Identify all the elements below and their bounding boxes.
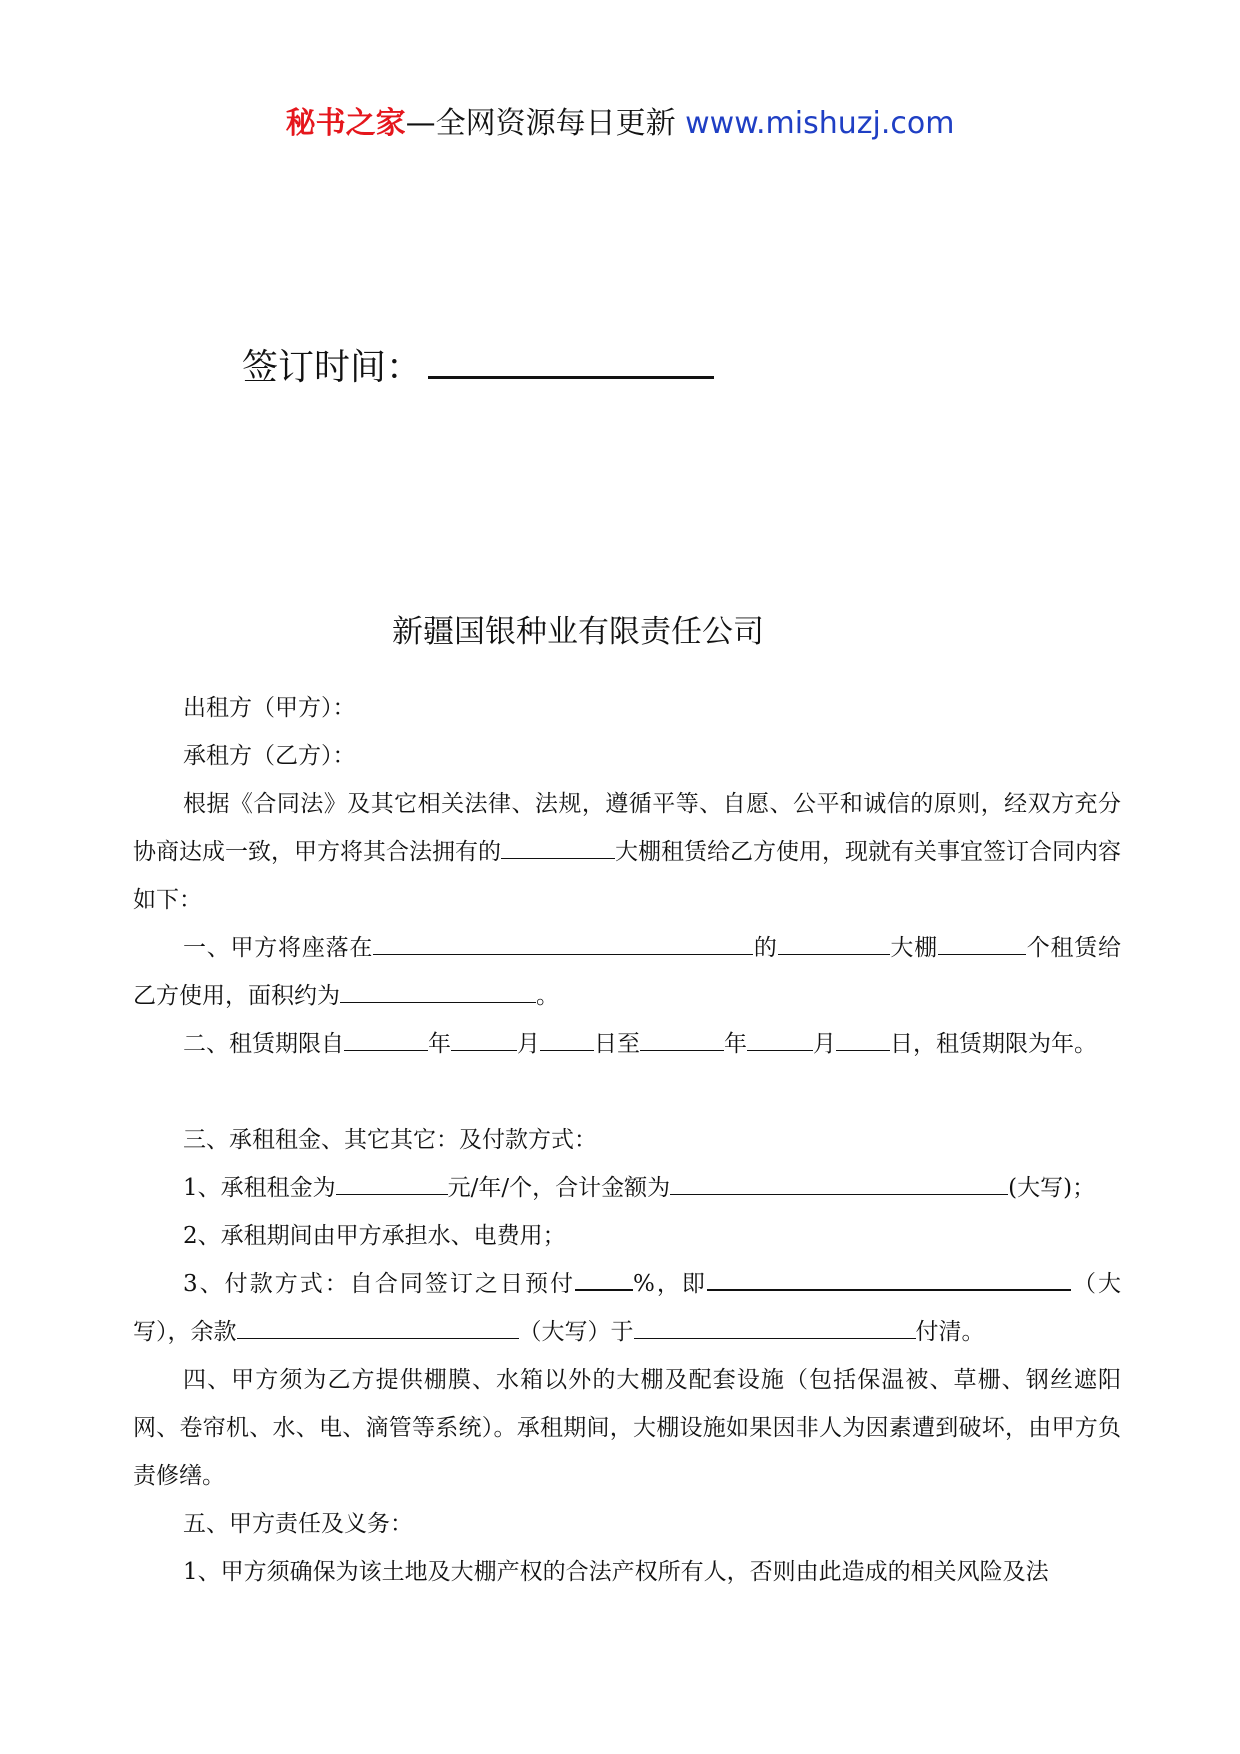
lessor-line: 出租方（甲方）： <box>183 695 356 721</box>
balance-amount-blank[interactable] <box>237 1314 519 1339</box>
brand-name: 秘书之家 <box>285 106 406 141</box>
clause-1 <box>133 924 1121 1020</box>
area-blank[interactable] <box>340 978 536 1003</box>
prepay-amount-blank[interactable] <box>707 1265 1071 1291</box>
start-month-blank[interactable] <box>451 1026 517 1051</box>
lessee-line: 承租方（乙方）： <box>183 743 356 769</box>
clause-1-text-5: 。 <box>536 983 559 1009</box>
clause-2-text-5: 年 <box>724 1031 747 1057</box>
signing-date-field <box>242 340 714 393</box>
rent-total-blank[interactable] <box>670 1170 1008 1195</box>
balance-due-date-blank[interactable] <box>634 1314 916 1339</box>
clause-1-text-4: 个租赁给乙方使用，面积约为 <box>133 935 1122 1009</box>
clause-3-1-text-3: (大写)； <box>1008 1175 1096 1201</box>
start-year-blank[interactable] <box>344 1026 428 1051</box>
clause-2-text-2: 年 <box>428 1031 451 1057</box>
start-day-blank[interactable] <box>540 1026 594 1051</box>
clause-2-text-6: 月 <box>813 1031 836 1057</box>
signing-date-label: 签订时间： <box>242 347 423 388</box>
clause-4: 四、甲方须为乙方提供棚膜、水箱以外的大棚及配套设施（包括保温被、草栅、钢丝遮阳网、卷帘机、水、电、滴管等系统）。承租期间，大棚设施如果因非人为因素遭到破坏，由甲方负责修缮。 <box>133 1367 1121 1489</box>
clause-3-3-text-5: 付清。 <box>915 1319 985 1345</box>
clause-5-heading: 五、甲方责任及义务： <box>183 1511 413 1537</box>
clause-3-3 <box>133 1260 1121 1356</box>
end-year-blank[interactable] <box>640 1026 724 1051</box>
clause-3-1 <box>133 1164 1121 1212</box>
clause-5-1: 1、甲方须确保为该土地及大棚产权的合法产权所有人，否则由此造成的相关风险及法 <box>183 1559 1049 1585</box>
banner-slogan: —全网资源每日更新 <box>405 106 676 141</box>
clause-3-3-text-1: 3、付款方式：自合同签订之日预付 <box>183 1271 576 1297</box>
site-url-link[interactable]: www.mishuzj.com <box>685 106 955 141</box>
clause-2-text-4: 日至 <box>594 1031 640 1057</box>
clause-3-heading: 三、承租租金、其它其它：及付款方式： <box>183 1127 597 1153</box>
clause-3-3-text-2: %，即 <box>633 1271 707 1297</box>
end-day-blank[interactable] <box>836 1026 890 1051</box>
clause-1-text-3: 大棚 <box>889 935 938 961</box>
rent-unit-blank[interactable] <box>336 1170 448 1195</box>
clause-2 <box>133 1020 1121 1068</box>
clause-1-text-1: 一、甲方将座落在 <box>183 935 374 961</box>
clause-3-1-text-2: 元/年/个，合计金额为 <box>447 1175 671 1201</box>
clause-2-text-7: 日，租赁期限为年。 <box>890 1031 1097 1057</box>
greenhouse-type-blank[interactable] <box>501 834 615 859</box>
clause-3-1-text-1: 1、承租租金为 <box>183 1175 336 1201</box>
site-banner <box>0 102 1240 146</box>
greenhouse-count-blank[interactable] <box>938 930 1026 955</box>
greenhouse-kind-blank[interactable] <box>778 930 890 955</box>
intro-text-1: 根据《合同法》及其它相关法律、法规，遵循平等、自愿、公平和诚信的原则，经双方充分协商达成一致，甲方将其合法拥有的 <box>133 791 1121 865</box>
clause-3-3-text-3: （大写），余款 <box>133 1271 1122 1345</box>
clause-2-text-1: 二、租赁期限自 <box>183 1031 344 1057</box>
intro-paragraph <box>133 780 1121 924</box>
company-name: 新疆国银种业有限责任公司 <box>392 614 764 650</box>
location-blank[interactable] <box>373 930 753 955</box>
prepay-percent-blank[interactable] <box>575 1265 633 1291</box>
intro-text-2: 大棚租赁给乙方使用，现就有关事宜签订合同内容如下： <box>133 839 1121 913</box>
signing-date-blank[interactable] <box>428 340 714 379</box>
end-month-blank[interactable] <box>747 1026 813 1051</box>
clause-3-3-text-4: （大写）于 <box>518 1319 634 1345</box>
clause-1-text-2: 的 <box>753 935 778 961</box>
clause-2-text-3: 月 <box>517 1031 540 1057</box>
clause-3-2: 2、承租期间由甲方承担水、电费用； <box>183 1223 566 1249</box>
